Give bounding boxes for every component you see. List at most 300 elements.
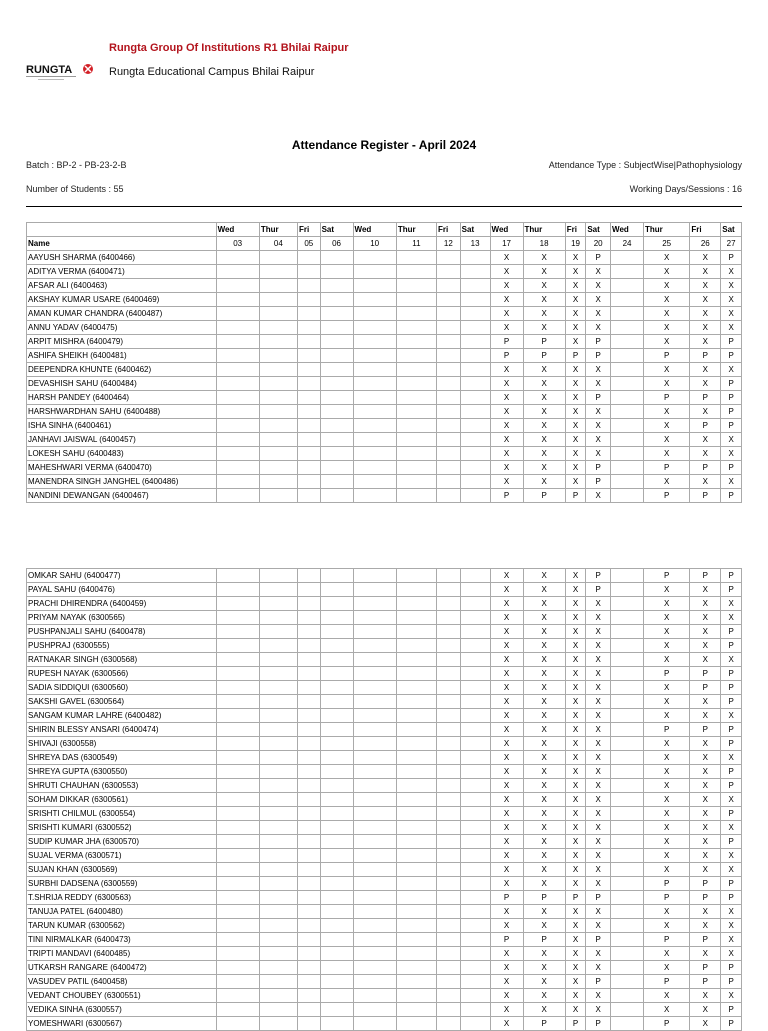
attendance-type-label: Attendance Type : SubjectWise|Pathophysiology [548,160,742,170]
attendance-mark-cell [460,877,490,891]
student-name-cell: SANGAM KUMAR LAHRE (6400482) [27,709,217,723]
attendance-mark-cell [297,877,320,891]
attendance-mark-cell [320,849,353,863]
attendance-mark-cell [297,321,320,335]
table-row [27,779,742,793]
attendance-mark-cell: X [565,335,586,349]
attendance-mark-cell [297,835,320,849]
attendance-mark-cell [320,475,353,489]
attendance-mark-cell [259,863,297,877]
attendance-mark-cell: X [490,835,523,849]
day-header-cell: Fri [297,223,320,237]
attendance-mark-cell [611,307,644,321]
attendance-mark-cell: X [690,849,721,863]
attendance-mark-cell [320,961,353,975]
attendance-mark-cell: P [644,489,690,503]
attendance-mark-cell [297,639,320,653]
attendance-mark-cell [396,391,436,405]
attendance-mark-cell: X [721,933,742,947]
attendance-mark-cell: X [690,947,721,961]
student-name-cell: YOMESHWARI (6300567) [27,1017,217,1031]
attendance-mark-cell: X [644,765,690,779]
attendance-mark-cell: X [690,447,721,461]
attendance-mark-cell: X [523,625,565,639]
attendance-mark-cell [396,905,436,919]
student-name-cell: TANUJA PATEL (6400480) [27,905,217,919]
attendance-mark-cell [396,709,436,723]
attendance-mark-cell: X [644,307,690,321]
attendance-mark-cell: P [490,335,523,349]
attendance-mark-cell: X [490,251,523,265]
attendance-mark-cell [216,611,259,625]
attendance-mark-cell [460,891,490,905]
attendance-mark-cell [353,419,396,433]
attendance-mark-cell: P [586,349,611,363]
attendance-mark-cell: P [690,961,721,975]
attendance-mark-cell [436,905,460,919]
attendance-mark-cell [259,307,297,321]
attendance-mark-cell [320,391,353,405]
attendance-mark-cell [353,737,396,751]
attendance-mark-cell: P [721,419,742,433]
attendance-mark-cell: X [565,961,586,975]
org-title: Rungta Group Of Institutions R1 Bhilai Raipur [109,42,349,54]
working-days-label: Working Days/Sessions : 16 [629,184,742,194]
attendance-mark-cell: P [690,933,721,947]
attendance-mark-cell: X [523,821,565,835]
attendance-mark-cell [460,265,490,279]
attendance-mark-cell [297,709,320,723]
student-name-cell: ARPIT MISHRA (6400479) [27,335,217,349]
attendance-mark-cell [460,807,490,821]
attendance-mark-cell: X [721,321,742,335]
attendance-mark-cell: X [586,321,611,335]
attendance-mark-cell [436,751,460,765]
attendance-mark-cell: P [690,461,721,475]
attendance-mark-cell: X [690,751,721,765]
attendance-mark-cell: X [586,279,611,293]
attendance-mark-cell [216,695,259,709]
attendance-mark-cell: X [586,639,611,653]
attendance-mark-cell [460,765,490,779]
student-name-cell: SUJAL VERMA (6300571) [27,849,217,863]
attendance-mark-cell [353,709,396,723]
attendance-mark-cell [436,349,460,363]
attendance-mark-cell [259,765,297,779]
table-row [27,639,742,653]
attendance-mark-cell [460,349,490,363]
attendance-mark-cell [320,723,353,737]
attendance-mark-cell [259,363,297,377]
day-header-cell: Fri [436,223,460,237]
attendance-mark-cell: X [565,695,586,709]
student-name-cell: NANDINI DEWANGAN (6400467) [27,489,217,503]
attendance-mark-cell: P [644,391,690,405]
attendance-mark-cell [436,625,460,639]
attendance-mark-cell: X [490,625,523,639]
attendance-mark-cell [396,891,436,905]
attendance-mark-cell: P [586,891,611,905]
table-row [27,947,742,961]
attendance-mark-cell [259,737,297,751]
attendance-mark-cell: X [644,293,690,307]
attendance-mark-cell: X [586,667,611,681]
attendance-mark-cell [216,709,259,723]
attendance-mark-cell [216,321,259,335]
attendance-mark-cell: X [586,363,611,377]
attendance-mark-cell: P [721,489,742,503]
attendance-mark-cell: X [523,265,565,279]
attendance-mark-cell: X [490,793,523,807]
attendance-mark-cell: X [523,251,565,265]
attendance-mark-cell [460,695,490,709]
student-count-label: Number of Students : 55 [26,184,124,194]
attendance-mark-cell [297,597,320,611]
attendance-mark-cell [611,835,644,849]
attendance-mark-cell [353,975,396,989]
student-name-cell: AMAN KUMAR CHANDRA (6400487) [27,307,217,321]
attendance-mark-cell [611,433,644,447]
attendance-mark-cell [259,461,297,475]
attendance-mark-cell: X [523,975,565,989]
attendance-mark-cell [436,639,460,653]
attendance-mark-cell: X [690,433,721,447]
attendance-mark-cell [297,681,320,695]
attendance-mark-cell [297,251,320,265]
attendance-mark-cell: X [490,475,523,489]
attendance-mark-cell [216,751,259,765]
attendance-mark-cell [611,489,644,503]
attendance-mark-cell [460,835,490,849]
attendance-mark-cell [396,639,436,653]
attendance-mark-cell [353,863,396,877]
attendance-mark-cell: X [586,695,611,709]
attendance-mark-cell: X [490,709,523,723]
attendance-mark-cell: X [644,363,690,377]
attendance-mark-cell: X [523,405,565,419]
attendance-mark-cell [216,265,259,279]
attendance-mark-cell [353,723,396,737]
table-row [27,419,742,433]
day-header-cell: Thur [523,223,565,237]
date-header-cell: 19 [565,237,586,251]
attendance-mark-cell: X [523,307,565,321]
attendance-mark-cell [216,489,259,503]
attendance-mark-cell: P [586,569,611,583]
table-row [27,611,742,625]
attendance-mark-cell: X [644,695,690,709]
attendance-mark-cell [259,709,297,723]
attendance-mark-cell: X [690,863,721,877]
attendance-mark-cell [216,877,259,891]
attendance-mark-cell: X [490,293,523,307]
attendance-mark-cell: X [644,321,690,335]
attendance-mark-cell [259,321,297,335]
attendance-mark-cell [460,639,490,653]
student-name-cell: VASUDEV PATIL (6400458) [27,975,217,989]
attendance-mark-cell [353,335,396,349]
table-row [27,583,742,597]
attendance-mark-cell [320,307,353,321]
date-header-cell: 13 [460,237,490,251]
attendance-mark-cell: X [490,391,523,405]
attendance-mark-cell: X [565,405,586,419]
student-name-cell: HARSHWARDHAN SAHU (6400488) [27,405,217,419]
attendance-mark-cell [460,625,490,639]
attendance-mark-cell [460,321,490,335]
attendance-mark-cell: P [490,933,523,947]
attendance-mark-cell: X [586,597,611,611]
attendance-mark-cell [216,947,259,961]
attendance-mark-cell: X [565,849,586,863]
attendance-mark-cell [396,681,436,695]
attendance-mark-cell: X [644,611,690,625]
attendance-mark-cell: X [523,639,565,653]
attendance-mark-cell [259,975,297,989]
attendance-mark-cell: X [565,475,586,489]
attendance-mark-cell [353,489,396,503]
attendance-mark-cell [216,363,259,377]
attendance-mark-cell: X [586,919,611,933]
attendance-mark-cell [396,307,436,321]
attendance-mark-cell: X [523,391,565,405]
attendance-mark-cell: X [721,265,742,279]
attendance-mark-cell [320,639,353,653]
attendance-mark-cell [297,737,320,751]
attendance-mark-cell: X [586,765,611,779]
student-name-cell: TRIPTI MANDAVI (6400485) [27,947,217,961]
attendance-mark-cell [259,653,297,667]
attendance-mark-cell [353,475,396,489]
attendance-mark-cell [216,433,259,447]
attendance-mark-cell: X [523,737,565,751]
attendance-mark-cell [611,279,644,293]
table-row [27,877,742,891]
attendance-mark-cell [320,1003,353,1017]
attendance-mark-cell [396,863,436,877]
attendance-mark-cell: P [644,975,690,989]
attendance-mark-cell [259,947,297,961]
attendance-mark-cell [611,863,644,877]
attendance-mark-cell [436,377,460,391]
attendance-mark-cell: X [721,947,742,961]
attendance-mark-cell [259,433,297,447]
attendance-mark-cell [353,905,396,919]
attendance-mark-cell [297,349,320,363]
attendance-mark-cell: X [523,293,565,307]
attendance-mark-cell [353,405,396,419]
attendance-mark-cell: P [644,1017,690,1031]
student-name-cell: SRISHTI KUMARI (6300552) [27,821,217,835]
attendance-mark-cell: X [644,905,690,919]
attendance-mark-cell: X [490,807,523,821]
attendance-mark-cell: P [721,583,742,597]
header-blank-cell [27,223,217,237]
attendance-mark-cell [259,807,297,821]
attendance-mark-cell [259,891,297,905]
student-name-cell: SHIVAJI (6300558) [27,737,217,751]
attendance-mark-cell: P [721,737,742,751]
attendance-mark-cell: P [586,461,611,475]
table-row [27,307,742,321]
attendance-mark-cell: X [490,877,523,891]
attendance-mark-cell [259,723,297,737]
attendance-mark-cell: X [721,279,742,293]
attendance-mark-cell: X [565,667,586,681]
attendance-mark-cell [259,905,297,919]
attendance-mark-cell: X [490,1003,523,1017]
attendance-mark-cell [216,597,259,611]
attendance-mark-cell [611,293,644,307]
attendance-mark-cell: X [644,475,690,489]
attendance-mark-cell: X [490,751,523,765]
attendance-mark-cell: X [586,807,611,821]
attendance-mark-cell: X [644,447,690,461]
attendance-mark-cell: P [690,681,721,695]
attendance-mark-cell [353,793,396,807]
attendance-mark-cell: X [690,989,721,1003]
attendance-mark-cell: P [721,695,742,709]
attendance-mark-cell [396,475,436,489]
attendance-mark-cell [460,461,490,475]
attendance-mark-cell [216,807,259,821]
header-divider [26,206,742,207]
attendance-mark-cell [460,863,490,877]
attendance-mark-cell [611,989,644,1003]
attendance-mark-cell: X [565,611,586,625]
attendance-mark-cell [396,961,436,975]
attendance-mark-cell: X [586,625,611,639]
attendance-mark-cell [611,751,644,765]
student-name-cell: SHIRIN BLESSY ANSARI (6400474) [27,723,217,737]
attendance-mark-cell: X [690,363,721,377]
attendance-mark-cell [460,1003,490,1017]
attendance-mark-cell [611,737,644,751]
attendance-mark-cell: X [644,279,690,293]
attendance-mark-cell [436,569,460,583]
attendance-mark-cell: P [690,349,721,363]
student-name-cell: ASHIFA SHEIKH (6400481) [27,349,217,363]
attendance-mark-cell: X [565,765,586,779]
date-header-cell: 03 [216,237,259,251]
attendance-mark-cell: X [565,989,586,1003]
attendance-mark-cell [216,625,259,639]
attendance-mark-cell: X [565,461,586,475]
attendance-mark-cell [611,447,644,461]
table-row [27,933,742,947]
attendance-mark-cell [353,569,396,583]
attendance-mark-cell [460,919,490,933]
student-name-cell: PAYAL SAHU (6400476) [27,583,217,597]
attendance-mark-cell: X [644,961,690,975]
attendance-mark-cell: X [523,475,565,489]
attendance-mark-cell [216,821,259,835]
attendance-mark-cell: X [690,307,721,321]
attendance-mark-cell [460,335,490,349]
attendance-mark-cell [259,961,297,975]
attendance-mark-cell [460,391,490,405]
attendance-mark-cell: X [586,293,611,307]
attendance-mark-cell [353,933,396,947]
attendance-mark-cell [436,475,460,489]
batch-label: Batch : BP-2 - PB-23-2-B [26,160,127,170]
attendance-mark-cell: P [721,765,742,779]
attendance-mark-cell: X [523,863,565,877]
attendance-mark-cell [436,681,460,695]
attendance-mark-cell [320,835,353,849]
attendance-mark-cell: X [565,377,586,391]
attendance-mark-cell [460,751,490,765]
attendance-mark-cell: X [490,989,523,1003]
table-row [27,391,742,405]
attendance-mark-cell: X [644,989,690,1003]
attendance-mark-cell [611,363,644,377]
attendance-mark-cell [320,947,353,961]
table-row [27,975,742,989]
attendance-mark-cell [611,405,644,419]
student-name-cell: SHRUTI CHAUHAN (6300553) [27,779,217,793]
attendance-mark-cell [259,447,297,461]
date-header-cell: 06 [320,237,353,251]
attendance-mark-cell: X [586,709,611,723]
attendance-mark-cell [216,251,259,265]
attendance-mark-cell [396,625,436,639]
attendance-mark-cell: X [644,947,690,961]
attendance-mark-cell [611,419,644,433]
attendance-mark-cell [259,251,297,265]
attendance-mark-cell: X [523,849,565,863]
attendance-mark-cell [611,667,644,681]
table-row [27,723,742,737]
attendance-mark-cell [460,821,490,835]
attendance-mark-cell: X [586,779,611,793]
attendance-mark-cell [353,433,396,447]
attendance-mark-cell: X [644,335,690,349]
attendance-mark-cell [353,639,396,653]
attendance-mark-cell [353,349,396,363]
attendance-mark-cell: X [586,821,611,835]
attendance-mark-cell [259,583,297,597]
attendance-mark-cell [436,419,460,433]
attendance-mark-cell [259,597,297,611]
attendance-mark-cell [320,695,353,709]
attendance-mark-cell: X [690,293,721,307]
attendance-mark-cell [436,919,460,933]
attendance-mark-cell [396,569,436,583]
student-name-cell: MAHESHWARI VERMA (6400470) [27,461,217,475]
date-header-cell: 27 [721,237,742,251]
attendance-mark-cell: X [690,625,721,639]
attendance-mark-cell: X [586,849,611,863]
table-row [27,293,742,307]
day-header-cell: Wed [490,223,523,237]
day-header-cell: Wed [353,223,396,237]
attendance-mark-cell [216,279,259,293]
attendance-mark-cell: X [721,293,742,307]
attendance-mark-cell [353,1003,396,1017]
attendance-mark-cell [297,863,320,877]
attendance-mark-cell: X [690,377,721,391]
attendance-mark-cell [611,765,644,779]
attendance-mark-cell [396,363,436,377]
attendance-mark-cell [216,849,259,863]
attendance-mark-cell: X [721,989,742,1003]
table-row [27,251,742,265]
attendance-mark-cell: X [690,597,721,611]
attendance-mark-cell [396,849,436,863]
table-row [27,461,742,475]
table-row [27,349,742,363]
